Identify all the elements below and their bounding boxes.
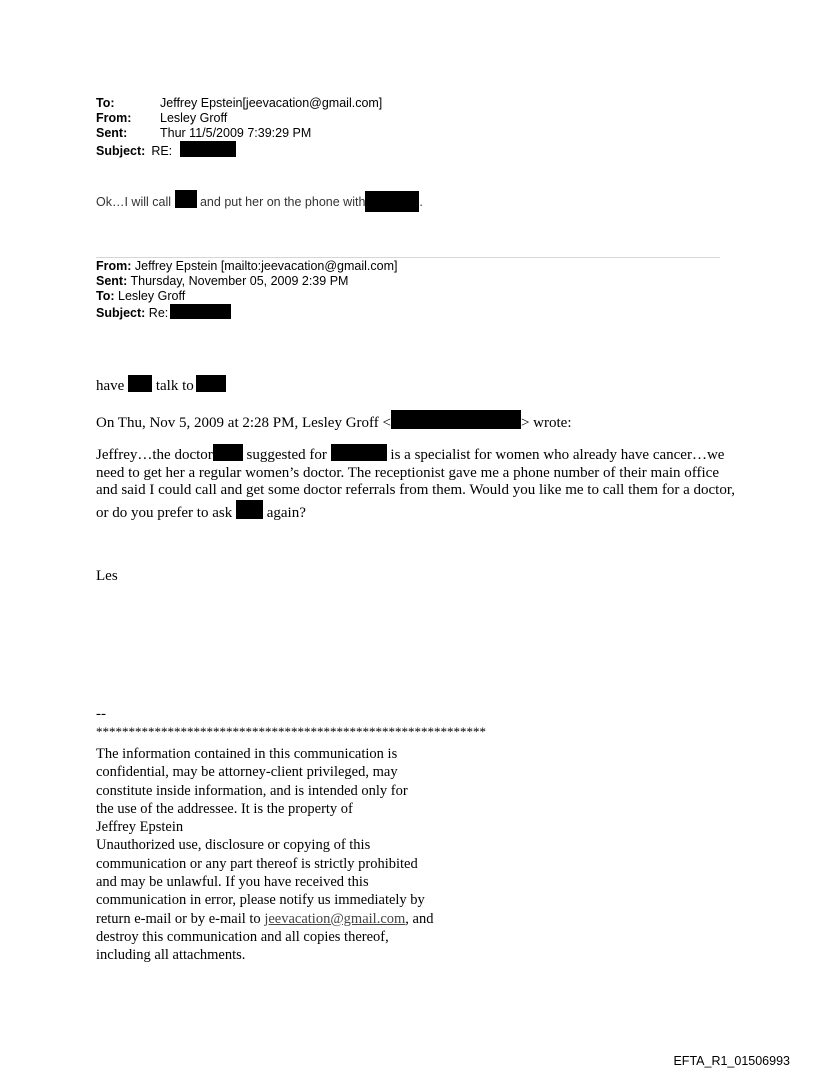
email-header [96, 96, 382, 156]
from-value: Lesley Groff [160, 111, 228, 125]
disclaimer-line: Jeffrey Epstein [96, 819, 184, 836]
disclaimer-line: Unauthorized use, disclosure or copying of this [96, 837, 371, 854]
quoted-from-value: Jeffrey Epstein [mailto:jeevacation@gmail.com] [134, 259, 398, 273]
quoted-from-label: From: [96, 259, 132, 273]
reply-part-3: . [419, 195, 423, 209]
redaction-block [391, 410, 521, 429]
header-to-row [96, 96, 382, 111]
subject-label: Subject: [96, 144, 146, 158]
quoted-line-1 [96, 375, 226, 395]
on-line-part-a: On Thu, Nov 5, 2009 at 2:28 PM, Lesley Groff < [96, 415, 391, 431]
para-part-c: is a specialist for women who already have cancer…we need to get her a regular women’s doctor. The receptionist gave me a phone number of their main office and said I could call and get some doctor referrals from them. Would you like me to call them for a doctor, or do you prefer to ask [96, 447, 735, 521]
quoted-to-row [96, 289, 397, 304]
quoted-sent-value: Thursday, November 05, 2009 2:39 PM [130, 274, 349, 288]
quoted-subject-value: Re: [148, 306, 169, 320]
sent-label: Sent: [96, 126, 128, 140]
disclaimer-line: confidential, may be attorney-client privileged, may [96, 764, 398, 781]
header-sent-row [96, 126, 382, 141]
disclaimer-block [96, 745, 433, 965]
quoted-header [96, 259, 397, 321]
redaction-block [128, 375, 152, 392]
to-value: Jeffrey Epstein[jeevacation@gmail.com] [160, 96, 383, 110]
redaction-block [213, 444, 243, 461]
para-part-d: again? [266, 504, 306, 521]
header-subject-row [96, 141, 382, 156]
disclaimer-line: including all attachments. [96, 947, 246, 964]
disclaimer-line: constitute inside information, and is intended only for [96, 782, 408, 799]
from-label: From: [96, 111, 132, 125]
line1-part-b: talk to [155, 378, 194, 394]
redaction-block [170, 304, 231, 319]
quoted-to-label: To: [96, 289, 115, 303]
on-line-part-b: > wrote: [520, 415, 572, 431]
redaction-block [236, 500, 263, 519]
para-part-a: Jeffrey…the doctor [96, 447, 213, 463]
disclaimer-line: the use of the addressee. It is the property of [96, 800, 353, 817]
disclaimer-line: destroy this communication and all copies thereof, [96, 928, 389, 945]
disclaimer-line: The information contained in this communication is [96, 746, 398, 762]
disclaimer-line-10-b: , and [405, 910, 434, 927]
quoted-sent-row [96, 274, 397, 289]
quoted-to-value: Lesley Groff [118, 289, 186, 303]
separator-line [96, 257, 720, 258]
line1-part-a: have [96, 378, 125, 394]
quoted-subject-label: Subject: [96, 306, 146, 320]
subject-value: RE: [151, 144, 173, 158]
disclaimer-line: communication or any part thereof is strictly prohibited [96, 855, 418, 872]
disclaimer-line: and may be unlawful. If you have received this [96, 874, 369, 891]
quoted-from-row [96, 259, 397, 274]
on-wrote-line [96, 410, 572, 432]
reply-part-1: Ok…I will call [96, 195, 172, 209]
to-label: To: [96, 96, 115, 110]
redaction-block [180, 141, 236, 157]
redaction-block [331, 444, 387, 461]
para-part-b: suggested for [246, 447, 327, 463]
signature-dashes: -- [96, 706, 106, 722]
header-from-row [96, 111, 382, 126]
redaction-block [365, 191, 419, 212]
disclaimer-line [96, 910, 433, 928]
sent-value: Thur 11/5/2009 7:39:29 PM [160, 126, 312, 140]
asterisk-divider: ************************************************************ [96, 724, 486, 739]
reply-text [96, 190, 423, 212]
redaction-block [196, 375, 226, 392]
quoted-subject-row [96, 304, 397, 321]
redaction-block [175, 190, 197, 208]
quoted-paragraph [96, 444, 736, 522]
disclaimer-line: communication in error, please notify us immediately by [96, 892, 425, 909]
email-link[interactable]: jeevacation@gmail.com [264, 910, 406, 927]
signature: Les [96, 568, 118, 584]
document-id: EFTA_R1_01506993 [673, 1054, 790, 1068]
disclaimer-line-10-a: return e-mail or by e-mail to [96, 910, 265, 927]
reply-part-2: and put her on the phone with [199, 195, 366, 209]
quoted-sent-label: Sent: [96, 274, 128, 288]
